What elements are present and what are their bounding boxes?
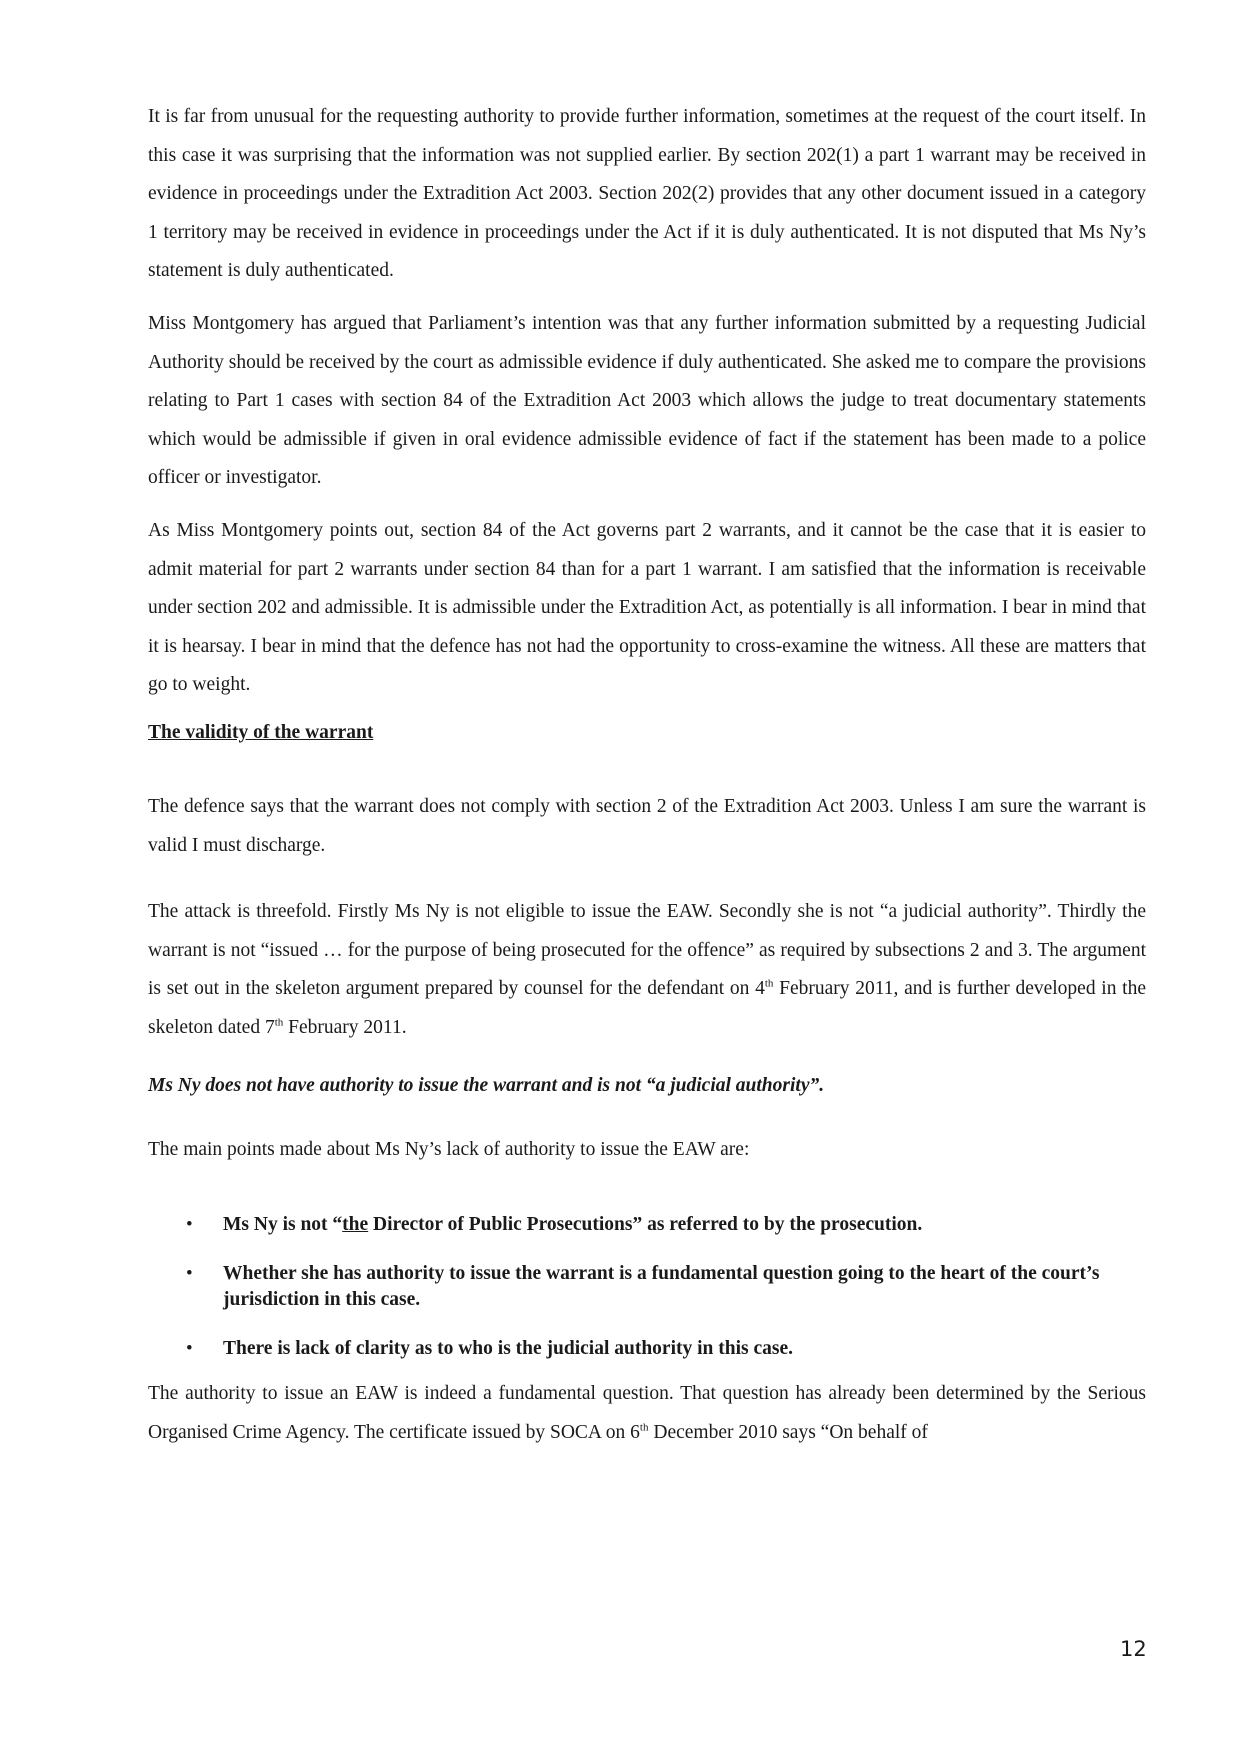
paragraph-main-points: The main points made about Ms Ny’s lack of authority to issue the EAW are:	[148, 1139, 750, 1160]
attack-text-part-2: February 2011, and is further developed in the skeleton dated 7	[148, 978, 1146, 1038]
ordinal-suffix: th	[639, 1421, 649, 1433]
list-item	[148, 1336, 1148, 1362]
authority-text-part-2: December 2010 says “On behalf of	[648, 1421, 928, 1443]
paragraph-authority-to-issue	[148, 1375, 1146, 1452]
paragraph-attack-threefold	[148, 893, 1146, 1047]
attack-text-part-1: The attack is threefold. Firstly Ms Ny is not eligible to issue the EAW. Secondly she is not “a judicial authority”. Thirdly the warrant is not “issued … for the purpose of being prosecuted for the offence” as required by subsections 2 and 3. The argument is set out in the skeleton argument prepared by counsel for the defendant on 4	[148, 901, 1146, 999]
bullet-text: Whether she has authority to issue the warrant is a fundamental question going to the heart of the court’s jurisdiction in this case.	[223, 1263, 1100, 1310]
bullet-text-part-1: Ms Ny is not “	[223, 1214, 343, 1235]
bullet-text-underlined: the	[342, 1214, 369, 1235]
points-list	[148, 1212, 1148, 1362]
paragraph-section-84: As Miss Montgomery points out, section 84 of the Act governs part 2 warrants, and it cannot be the case that it is easier to admit material for part 2 warrants under section 84 than for a part 1 warrant. I am satisfied that the information is receivable under section 202 and admissible. It is admissible under the Extradition Act, as potentially is all information. I bear in mind that it is hearsay. I bear in mind that the defence has not had the opportunity to cross-examine the witness. All these are matters that go to weight.	[148, 520, 1146, 695]
heading-validity-of-warrant: The validity of the warrant	[148, 722, 374, 743]
bullet-text: There is lack of clarity as to who is the judicial authority in this case.	[223, 1338, 794, 1359]
paragraph-defence-says: The defence says that the warrant does not comply with section 2 of the Extradition Act 2003. Unless I am sure the warrant is valid I must discharge.	[148, 796, 1146, 856]
ordinal-suffix: th	[274, 1016, 284, 1028]
list-item	[148, 1261, 1148, 1313]
paragraph-further-information: It is far from unusual for the requesting authority to provide further information, sometimes at the request of the court itself. In this case it was surprising that the information was not supplied earlier. By section 202(1) a part 1 warrant may be received in evidence in proceedings under the Extradition Act 2003. Section 202(2) provides that any other document issued in a category 1 territory may be received in evidence in proceedings under the Act if it is duly authenticated. It is not disputed that Ms Ny’s statement is duly authenticated.	[148, 106, 1146, 281]
attack-text-part-3: February 2011.	[283, 1016, 407, 1038]
bullet-text-part-2: Director of Public Prosecutions” as referred to by the prosecution.	[368, 1214, 923, 1235]
bullet-icon: •	[186, 1263, 193, 1284]
list-item	[148, 1212, 1148, 1238]
authority-text-part-1: The authority to issue an EAW is indeed a fundamental question. That question has already been determined by the Serious Organised Crime Agency. The certificate issued by SOCA on 6	[148, 1383, 1146, 1443]
ordinal-suffix: th	[764, 977, 774, 990]
page-number: 12	[1120, 1637, 1147, 1661]
subheading-authority: Ms Ny does not have authority to issue the warrant and is not “a judicial authority”.	[148, 1075, 825, 1096]
bullet-icon: •	[186, 1338, 193, 1359]
bullet-icon: •	[186, 1214, 193, 1235]
paragraph-montgomery-argument: Miss Montgomery has argued that Parliament’s intention was that any further information submitted by a requesting Judicial Authority should be received by the court as admissible evidence if duly authenticated. She asked me to compare the provisions relating to Part 1 cases with section 84 of the Extradition Act 2003 which allows the judge to treat documentary statements which would be admissible if given in oral evidence admissible evidence of fact if the statement has been made to a police officer or investigator.	[148, 313, 1146, 488]
